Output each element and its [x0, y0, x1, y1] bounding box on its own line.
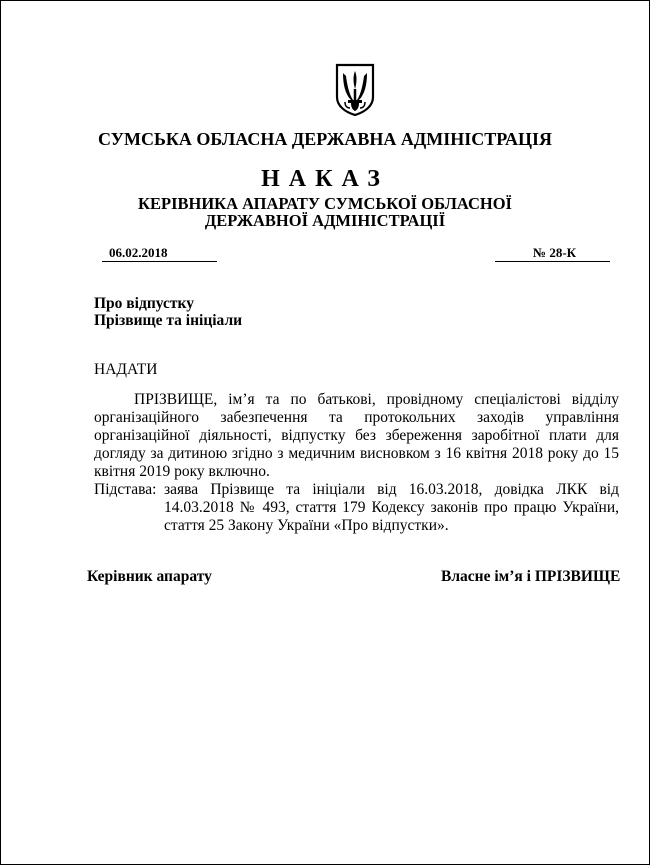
body-paragraph: ПРІЗВИЩЕ, ім’я та по батькові, провідному спеціалістові відділу організаційного забезпечення та протокольних заходів управління організаційної діяльності, відпустку без збереження заробітної плати для догляду за дитиною згідно з медичним висновком з 16 квітня 2018 року до 15 квітня 2019 року включно.	[94, 391, 619, 480]
basis-label: Підстава:	[94, 481, 157, 498]
signatory-position: Керівник апарату	[87, 568, 212, 585]
signatory-name: Власне ім’я і ПРІЗВИЩЕ	[441, 568, 621, 585]
subject-block	[94, 295, 242, 329]
subject-line-1: Про відпустку	[94, 295, 194, 312]
document-number: № 28-К	[495, 245, 610, 262]
subject-line-2: Прізвище та ініціали	[94, 312, 243, 329]
document-date: 06.02.2018	[102, 245, 217, 262]
issuer-line-2: ДЕРЖАВНОЇ АДМІНІСТРАЦІЇ	[204, 211, 446, 230]
organization-title: СУМСЬКА ОБЛАСНА ДЕРЖАВНА АДМІНІСТРАЦІЯ	[97, 129, 553, 149]
basis-text: заява Прізвище та ініціали від 16.03.2018, довідка ЛКК від 14.03.2018 № 493, стаття 179 Кодексу законів про працю України, стаття 25 Закону України «Про відпустки».	[164, 481, 619, 534]
directive-word: НАДАТИ	[94, 361, 158, 378]
issuer-line-1: КЕРІВНИКА АПАРАТУ СУМСЬКОЇ ОБЛАСНОЇ	[138, 194, 512, 213]
coat-of-arms-icon	[334, 62, 376, 116]
document-type-title: НАКАЗ	[261, 166, 389, 192]
